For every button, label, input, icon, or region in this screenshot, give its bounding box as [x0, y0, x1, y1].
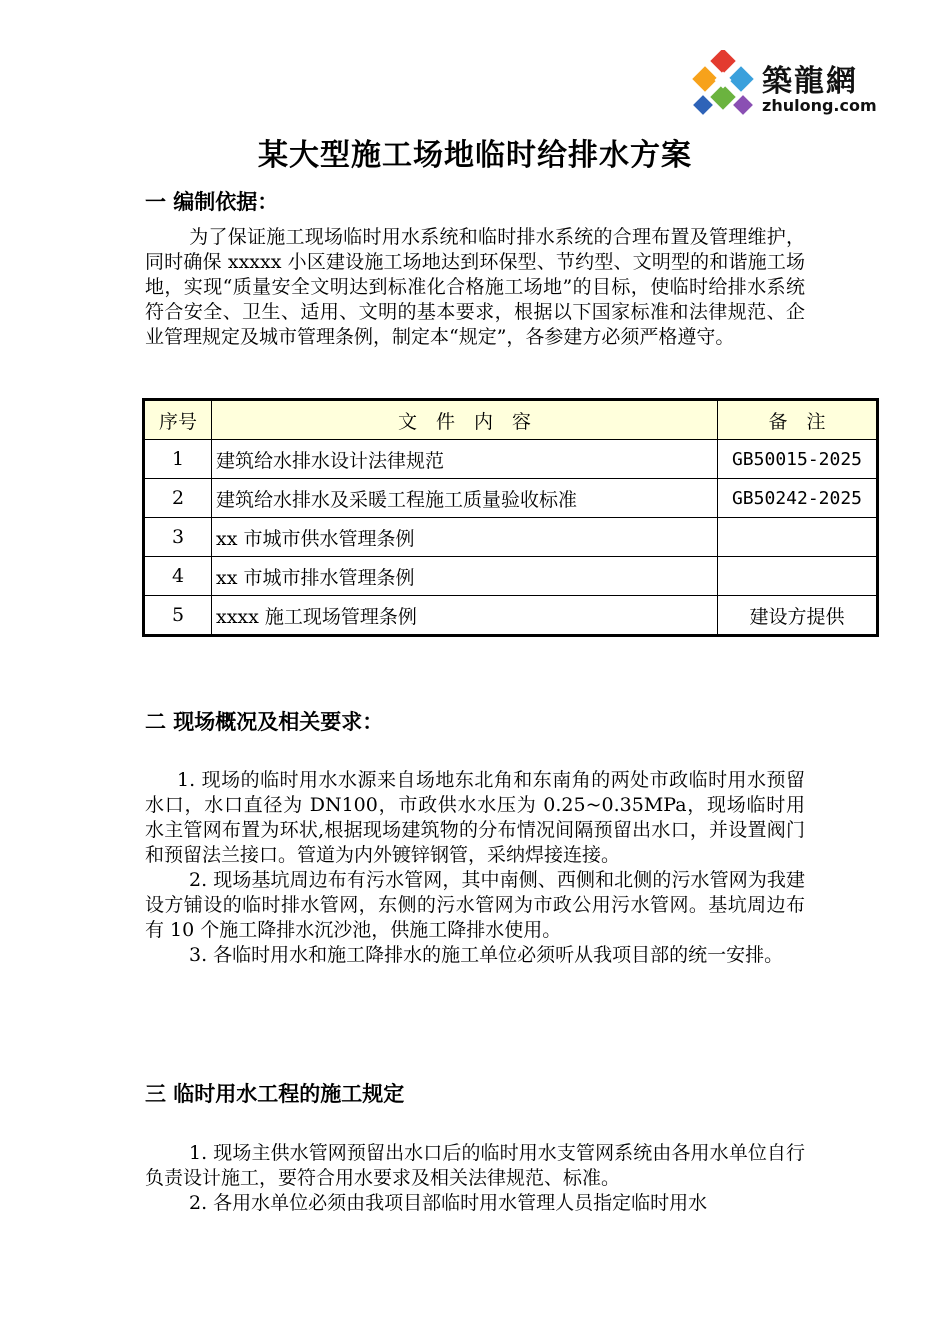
table-row	[144, 596, 878, 636]
logo-chinese-text: 築龍網	[762, 64, 858, 99]
table-row	[144, 479, 878, 518]
section3-item-2: 2. 各用水单位必须由我项目部临时用水管理人员指定临时用水	[189, 1192, 708, 1214]
section1-paragraph: 为了保证施工现场临时用水系统和临时排水系统的合理布置及管理维护，同时确保 xxxxx 小区建设施工场地达到环保型、节约型、文明型的和谐施工场地，实现“质量安全文明达到标准化合格施工场地”的目标，使临时给排水系统符合安全、卫生、适用、文明的基本要求，根据以下国家标准和法律规范、企业管理规定及城市管理条例，制定本“规定”，各参建方必须严格遵守。	[145, 226, 805, 348]
row-index: 1	[144, 440, 212, 479]
document-title: 某大型施工场地临时给排水方案	[258, 138, 692, 173]
row-remark	[718, 518, 878, 557]
section2-item-2: 2. 现场基坑周边布有污水管网，其中南侧、西侧和北侧的污水管网为我建设方铺设的临时排水管网，东侧的污水管网为市政公用污水管网。基坑周边布有 10 个施工降排水沉沙池，供施工降排水使用。	[145, 869, 805, 941]
row-index: 5	[144, 596, 212, 636]
table-row	[144, 440, 878, 479]
section2-body	[145, 768, 805, 968]
reference-table	[142, 398, 879, 637]
section3-heading: 三 临时用水工程的施工规定	[145, 1082, 405, 1106]
section3-body	[145, 1141, 805, 1216]
row-content: xx 市城市排水管理条例	[212, 557, 718, 596]
logo-mark-icon	[692, 50, 756, 122]
section2-item-3: 3. 各临时用水和施工降排水的施工单位必须听从我项目部的统一安排。	[189, 944, 784, 966]
section2-heading: 二 现场概况及相关要求：	[145, 710, 384, 734]
row-index: 2	[144, 479, 212, 518]
section2-item-1: 1. 现场的临时用水水源来自场地东北角和东南角的两处市政临时用水预留水口，水口直径为 DN100，市政供水水压为 0.25~0.35MPa，现场临时用水主管网布置为环状,根据现场建筑物的分布情况间隔预留出水口，并设置阀门和预留法兰接口。管道为内外镀锌钢管，采纳焊接连接。	[145, 769, 805, 866]
row-remark: GB50015-2025	[718, 440, 878, 479]
table-header-row	[144, 400, 878, 440]
row-remark: 建设方提供	[718, 596, 878, 636]
row-content: xxxx 施工现场管理条例	[212, 596, 718, 636]
zhulong-logo	[692, 50, 877, 125]
row-index: 4	[144, 557, 212, 596]
table-row	[144, 557, 878, 596]
row-index: 3	[144, 518, 212, 557]
section1-heading: 一 编制依据：	[145, 190, 279, 214]
row-content: xx 市城市供水管理条例	[212, 518, 718, 557]
row-content: 建筑给水排水设计法律规范	[212, 440, 718, 479]
section3-item-1: 1. 现场主供水管网预留出水口后的临时用水支管网系统由各用水单位自行负责设计施工，要符合用水要求及相关法律规范、标准。	[145, 1142, 805, 1189]
header-content: 文 件 内 容	[212, 400, 718, 440]
header-index: 序号	[144, 400, 212, 440]
row-remark	[718, 557, 878, 596]
table-row	[144, 518, 878, 557]
logo-url-text: zhulong.com	[762, 96, 877, 115]
header-remark: 备 注	[718, 400, 878, 440]
row-content: 建筑给水排水及采暖工程施工质量验收标准	[212, 479, 718, 518]
row-remark: GB50242-2025	[718, 479, 878, 518]
